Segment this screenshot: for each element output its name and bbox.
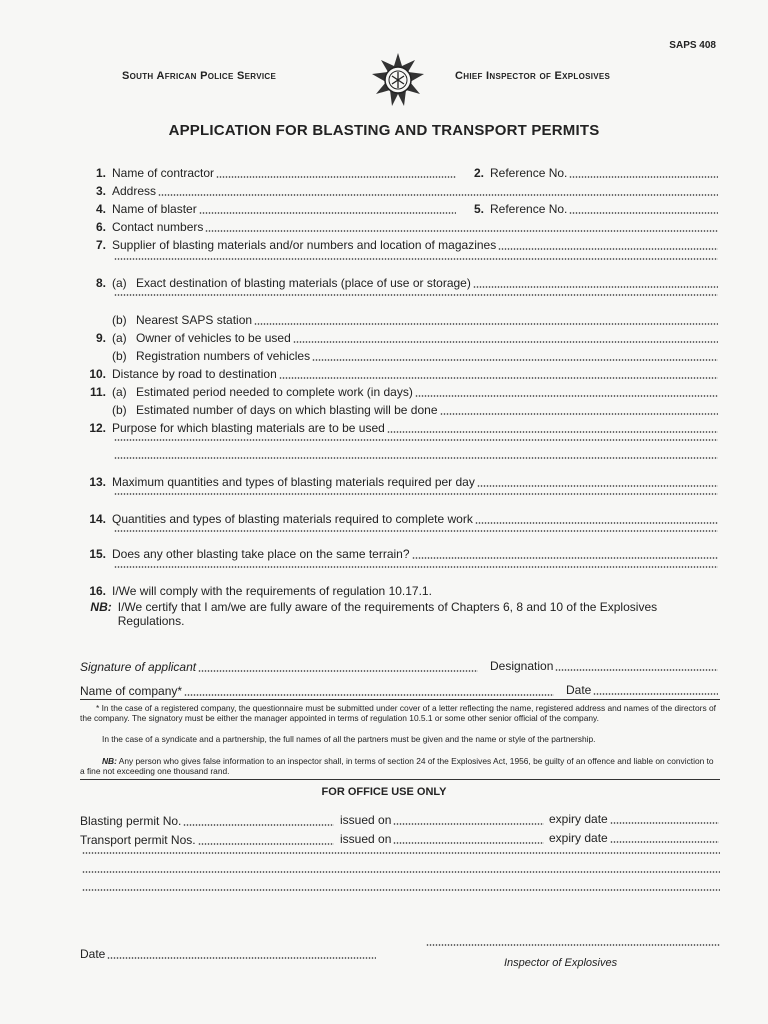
item-number: 14. — [89, 512, 106, 526]
fill-line[interactable] — [114, 493, 718, 495]
max-quantities-field[interactable] — [80, 475, 720, 489]
reference-no-field-1[interactable] — [466, 166, 720, 180]
sub-item-letter: (a) — [112, 331, 127, 345]
item-label: Address — [112, 184, 157, 198]
fill-line[interactable] — [393, 823, 544, 825]
compliance-statement — [80, 584, 720, 598]
form-code: SAPS 408 — [669, 40, 716, 51]
item-label: I/We certify that I am/we are fully aware of the requirements of Chapters 6, 8 and 10 of the Explosives Regulations. — [117, 600, 658, 628]
blasting-expiry-date-field[interactable] — [549, 812, 721, 826]
fill-line[interactable] — [569, 176, 718, 178]
company-label: Name of company* — [80, 684, 183, 698]
distance-field[interactable] — [80, 367, 720, 381]
fill-line[interactable] — [114, 566, 718, 568]
fill-line[interactable] — [114, 294, 718, 296]
fill-line[interactable] — [593, 693, 718, 695]
company-name-field[interactable] — [80, 684, 556, 698]
sub-item-letter: (a) — [112, 385, 127, 399]
fill-line[interactable] — [107, 957, 376, 959]
item-number: 10. — [89, 367, 106, 381]
signature-label: Signature of applicant — [80, 660, 197, 674]
fill-line[interactable] — [205, 230, 718, 232]
item-number: 6. — [95, 220, 106, 234]
divider — [80, 779, 720, 780]
org-left: South African Police Service — [122, 70, 277, 82]
fill-line[interactable] — [114, 258, 718, 260]
item-number: 3. — [95, 184, 106, 198]
office-notes-line-3[interactable] — [80, 889, 722, 893]
registration-numbers-field[interactable] — [80, 349, 720, 363]
fill-line[interactable] — [254, 323, 718, 325]
nb-label: NB: — [90, 600, 112, 614]
note-false-information — [80, 756, 720, 776]
transport-issued-on-field[interactable] — [340, 832, 546, 846]
other-blasting-field[interactable] — [80, 547, 720, 561]
item-label: Estimated number of days on which blasting will be done — [136, 403, 438, 417]
item-label: Owner of vehicles to be used — [136, 331, 291, 345]
item-number: 1. — [95, 166, 106, 180]
item-number: 2. — [473, 166, 484, 180]
item-label: Name of blaster — [112, 202, 197, 216]
fill-line[interactable] — [415, 395, 718, 397]
saps-station-field[interactable] — [80, 313, 720, 327]
office-date-field[interactable] — [80, 947, 378, 961]
fill-line[interactable] — [82, 852, 720, 854]
fill-line[interactable] — [82, 871, 720, 873]
saps-star-emblem-icon — [370, 52, 426, 108]
office-date-label: Date — [80, 947, 106, 961]
total-quantities-field[interactable] — [80, 512, 720, 526]
fill-line[interactable] — [158, 194, 718, 196]
office-use-heading: FOR OFFICE USE ONLY — [321, 786, 447, 798]
item-label: Reference No. — [490, 202, 568, 216]
other-blasting-continuation-line[interactable] — [112, 566, 720, 570]
issued-on-label: issued on — [340, 832, 392, 846]
address-field[interactable] — [80, 184, 720, 198]
item-label: Nearest SAPS station — [136, 313, 253, 327]
purpose-continuation-line-2[interactable] — [112, 457, 720, 461]
purpose-field[interactable] — [80, 421, 720, 435]
item-label: Reference No. — [490, 166, 568, 180]
item-number: 9. — [95, 331, 106, 345]
item-number: 7. — [95, 238, 106, 252]
fill-line[interactable] — [198, 670, 478, 672]
item-label: Name of contractor — [112, 166, 215, 180]
item-number: 4. — [95, 202, 106, 216]
total-quantities-continuation-line[interactable] — [112, 530, 720, 534]
note-company: * In the case of a registered company, the questionnaire must be submitted under cover of a letter reflecting the name, registered address and names of the directors of the company. The signatory must be either the manager appointed in terms of regulation 10.5.1 or some other senior official of the company. — [80, 703, 716, 723]
transport-permit-label: Transport permit Nos. — [80, 833, 196, 847]
fill-line[interactable] — [475, 522, 718, 524]
item-number: 15. — [89, 547, 106, 561]
office-notes-line-1[interactable] — [80, 852, 722, 856]
blasting-permit-no-field[interactable] — [80, 814, 336, 828]
item-label: Purpose for which blasting materials are to be used — [112, 421, 385, 435]
blasting-days-field[interactable] — [80, 403, 720, 417]
fill-line[interactable] — [198, 843, 334, 845]
estimated-period-field[interactable] — [80, 385, 720, 399]
item-label: Does any other blasting take place on the same terrain? — [112, 547, 410, 561]
designation-field[interactable] — [490, 659, 720, 673]
supplier-field[interactable] — [80, 238, 720, 252]
fill-line[interactable] — [114, 439, 718, 441]
blasting-issued-on-field[interactable] — [340, 813, 546, 827]
item-number: 16. — [89, 584, 106, 598]
item-label: Maximum quantities and types of blasting materials required per day — [112, 475, 475, 489]
fill-line[interactable] — [610, 822, 719, 824]
date-field[interactable] — [566, 683, 720, 697]
fill-line[interactable] — [199, 212, 456, 214]
transport-permit-nos-field[interactable] — [80, 833, 336, 847]
contractor-name-field[interactable] — [80, 166, 458, 180]
fill-line[interactable] — [440, 413, 719, 415]
sub-item-letter: (b) — [112, 349, 127, 363]
fill-line[interactable] — [610, 841, 719, 843]
fill-line[interactable] — [279, 377, 718, 379]
item-number: 8. — [95, 276, 106, 290]
item-label: Quantities and types of blasting materials required to complete work — [112, 512, 473, 526]
item-label: Contact numbers — [112, 220, 204, 234]
item-label: Distance by road to destination — [112, 367, 277, 381]
item-number: 11. — [89, 385, 106, 399]
blasting-permit-label: Blasting permit No. — [80, 814, 182, 828]
fill-line[interactable] — [184, 694, 554, 696]
item-label: Registration numbers of vehicles — [136, 349, 311, 363]
reference-no-field-2[interactable] — [466, 202, 720, 216]
fill-line[interactable] — [473, 286, 718, 288]
fill-line[interactable] — [426, 944, 720, 946]
fill-line[interactable] — [293, 341, 718, 343]
fill-line[interactable] — [412, 557, 718, 559]
signature-field[interactable] — [80, 660, 480, 674]
inspector-label: Inspector of Explosives — [504, 957, 618, 969]
date-label: Date — [566, 683, 592, 697]
expiry-date-label: expiry date — [549, 812, 608, 826]
purpose-continuation-line-1[interactable] — [112, 439, 720, 443]
fill-line[interactable] — [82, 889, 720, 891]
designation-label: Designation — [490, 659, 554, 673]
item-label: Supplier of blasting materials and/or numbers and location of magazines — [112, 238, 497, 252]
office-notes-line-2[interactable] — [80, 871, 722, 875]
supplier-continuation-line[interactable] — [112, 258, 720, 262]
sub-item-letter: (b) — [112, 403, 127, 417]
fill-line[interactable] — [498, 248, 718, 250]
item-label: I/We will comply with the requirements of regulation 10.17.1. — [112, 584, 432, 598]
note-nb-prefix: NB: — [102, 756, 117, 766]
fill-line[interactable] — [569, 212, 718, 214]
vehicle-owner-field[interactable] — [80, 331, 720, 345]
fill-line[interactable] — [216, 176, 456, 178]
item-number: 12. — [89, 421, 106, 435]
fill-line[interactable] — [477, 485, 718, 487]
transport-expiry-date-field[interactable] — [549, 831, 721, 845]
sub-item-letter: (a) — [112, 276, 127, 290]
fill-line[interactable] — [312, 359, 718, 361]
item-label: Exact destination of blasting materials (place of use or storage) — [136, 276, 471, 290]
item-number: 5. — [473, 202, 484, 216]
fill-line[interactable] — [114, 530, 718, 532]
contact-numbers-field[interactable] — [80, 220, 720, 234]
max-quantities-continuation-line[interactable] — [112, 493, 720, 497]
item-label: Estimated period needed to complete work (in days) — [136, 385, 413, 399]
fill-line[interactable] — [555, 669, 718, 671]
inspector-signature-line[interactable] — [424, 944, 722, 948]
issued-on-label: issued on — [340, 813, 392, 827]
certification-statement — [80, 600, 722, 628]
destination-continuation-line[interactable] — [112, 294, 720, 298]
blaster-name-field[interactable] — [80, 202, 458, 216]
divider — [80, 699, 720, 700]
expiry-date-label: expiry date — [549, 831, 608, 845]
destination-field[interactable] — [80, 276, 720, 290]
sub-item-letter: (b) — [112, 313, 127, 327]
fill-line[interactable] — [183, 824, 334, 826]
fill-line[interactable] — [387, 431, 718, 433]
fill-line[interactable] — [114, 457, 718, 459]
note-partnership: In the case of a syndicate and a partnership, the full names of all the partners must be given and the name or style of the partnership. — [102, 734, 596, 744]
org-right: Chief Inspector of Explosives — [455, 70, 611, 82]
item-number: 13. — [89, 475, 106, 489]
fill-line[interactable] — [393, 842, 544, 844]
note-text: Any person who gives false information to an inspector shall, in terms of section 24 of the Explosives Act, 1956, be guilty of an offence and liable on conviction to a fine not exceeding one thousand rand. — [80, 756, 714, 776]
form-title: APPLICATION FOR BLASTING AND TRANSPORT PERMITS — [168, 122, 600, 139]
